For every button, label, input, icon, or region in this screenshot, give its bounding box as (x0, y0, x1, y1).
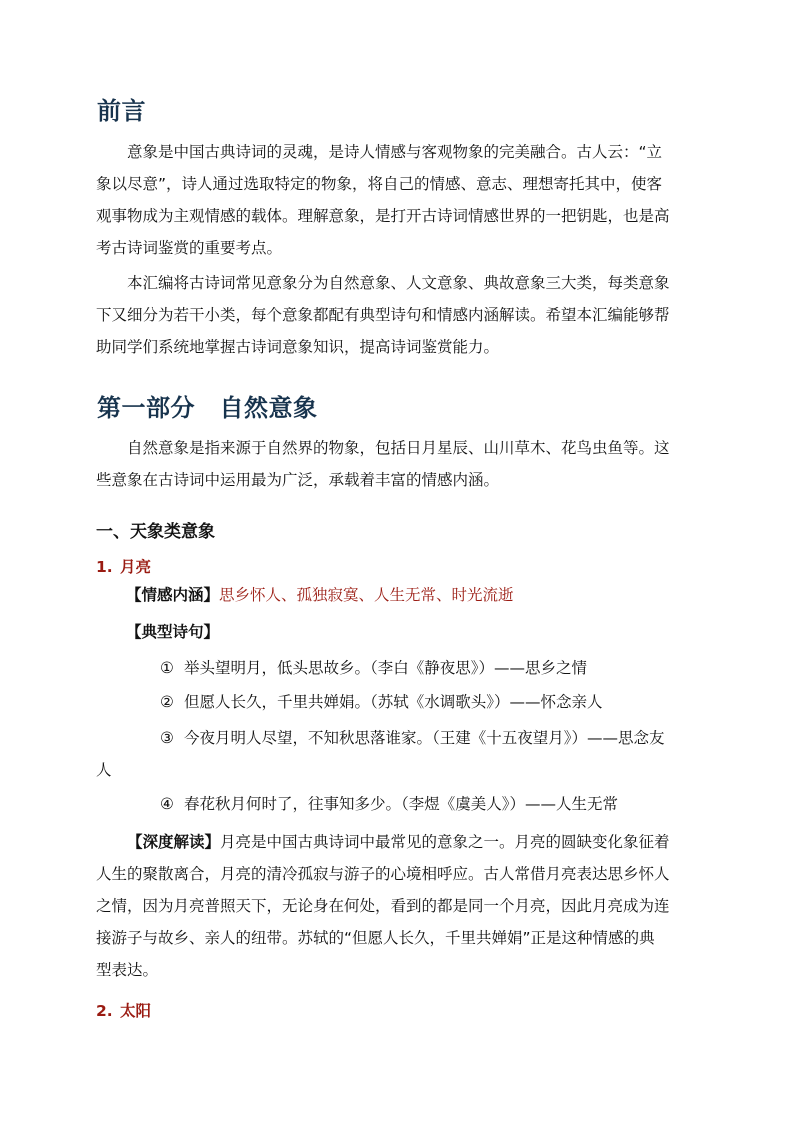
emotion-row (126, 584, 514, 606)
analysis-line-1 (96, 826, 696, 858)
emotion-text: 思乡怀人、孤独寂寞、人生无常、时光流逝 (219, 586, 514, 604)
verses-label: 【典型诗句】 (126, 623, 220, 641)
preface-heading: 前言 (97, 97, 146, 125)
preface-p2-line-2: 下又细分为若干小类，每个意象都配有典型诗句和情感内涵解读。希望本汇编能够帮 (96, 306, 670, 324)
part1-intro-line-2: 些意象在古诗词中运用最为广泛，承载着丰富的情感内涵。 (96, 471, 500, 489)
verse-2-text: 但愿人长久，千里共婵娟。（苏轼《水调歌头》）——怀念亲人 (184, 693, 603, 711)
part1-heading: 第一部分 自然意象 (97, 394, 318, 422)
item2-heading (96, 1000, 151, 1022)
verse-2 (160, 691, 603, 713)
analysis-line-2: 人生的聚散离合，月亮的清冷孤寂与游子的心境相呼应。古人常借月亮表达思乡怀人 (96, 865, 670, 883)
verse-3-mark: ③ (160, 729, 174, 747)
verse-3-text: 今夜月明人尽望，不知秋思落谁家。（王建《十五夜望月》）——思念友 (184, 729, 665, 747)
analysis-line-3: 之情，因为月亮普照天下，无论身在何处，看到的都是同一个月亮，因此月亮成为连 (96, 897, 670, 915)
verse-1 (160, 657, 587, 679)
analysis-line-1-text: 月亮是中国古典诗词中最常见的意象之一。月亮的圆缺变化象征着 (220, 833, 670, 851)
verse-3-wrap: 人 (96, 761, 112, 779)
analysis-line-4: 接游子与故乡、亲人的纽带。苏轼的“但愿人长久，千里共婵娟”正是这种情感的典 (96, 929, 655, 947)
preface-p1-line-2: 象以尽意”，诗人通过选取特定的物象，将自己的情感、意志、理想寄托其中，使客 (96, 175, 663, 193)
item1-number: 1. (96, 558, 113, 576)
verse-4-mark: ④ (160, 795, 174, 813)
part1-intro (96, 432, 696, 496)
preface-paragraph-2 (96, 267, 696, 363)
preface-p1-line-1: 意象是中国古典诗词的灵魂，是诗人情感与客观物象的完美融合。古人云：“立 (127, 143, 663, 161)
analysis-label: 【深度解读】 (127, 833, 221, 851)
emotion-label: 【情感内涵】 (126, 586, 220, 604)
preface-p1-line-4: 考古诗词鉴赏的重要考点。 (96, 239, 283, 257)
preface-p1-line-3: 观事物成为主观情感的载体。理解意象，是打开古诗词情感世界的一把钥匙，也是高 (96, 207, 670, 225)
item2-number: 2. (96, 1002, 113, 1020)
analysis-line-5: 型表达。 (96, 961, 159, 979)
preface-p2-line-3: 助同学们系统地掌握古诗词意象知识，提高诗词鉴赏能力。 (96, 338, 500, 356)
verse-1-text: 举头望明月，低头思故乡。（李白《静夜思》）——思乡之情 (184, 659, 588, 677)
preface-p2-line-1: 本汇编将古诗词常见意象分为自然意象、人文意象、典故意象三大类，每类意象 (127, 274, 670, 292)
verse-3 (160, 727, 665, 749)
preface-paragraph-1 (96, 136, 696, 264)
analysis-paragraph (96, 826, 696, 986)
item2-name: 太阳 (120, 1002, 152, 1020)
verse-2-mark: ② (160, 693, 174, 711)
part1-intro-line-1: 自然意象是指来源于自然界的物象，包括日月星辰、山川草木、花鸟虫鱼等。这 (127, 439, 670, 457)
item1-name: 月亮 (120, 558, 152, 576)
item1-heading (96, 556, 151, 578)
verse-1-mark: ① (160, 659, 174, 677)
verse-4 (160, 793, 618, 815)
section1-heading: 一、天象类意象 (96, 522, 215, 542)
verse-4-text: 春花秋月何时了，往事知多少。（李煜《虞美人》）——人生无常 (184, 795, 619, 813)
